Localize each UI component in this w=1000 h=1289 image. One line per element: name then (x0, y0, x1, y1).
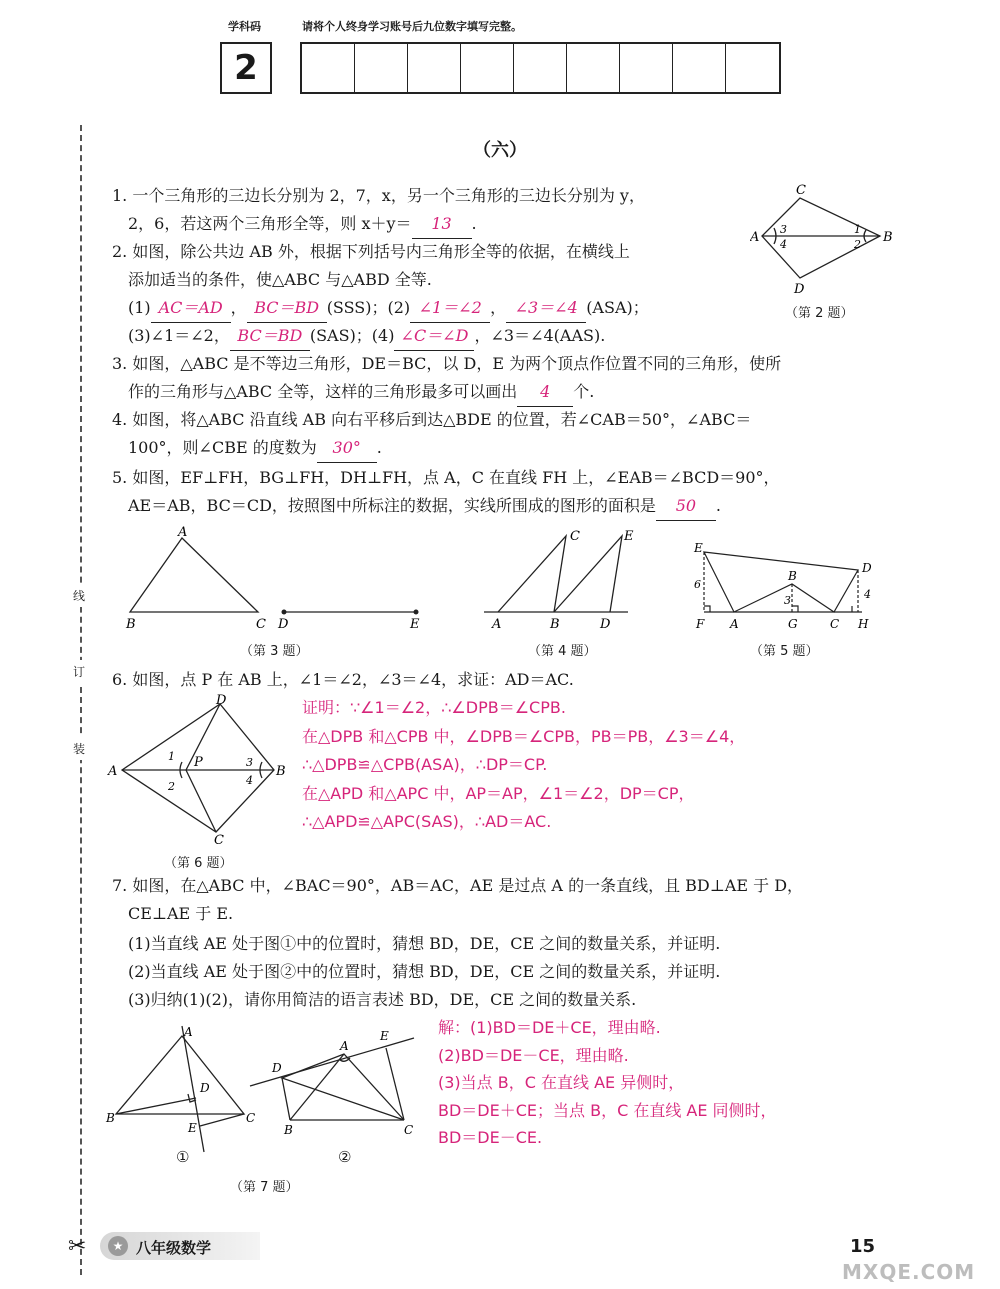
q6-caption: （第 6 题） (164, 856, 233, 871)
subject-code-box: 2 (220, 42, 272, 94)
q5-measure-6: 6 (694, 578, 701, 591)
id-digit-cell[interactable] (673, 44, 726, 92)
q6-angle-3: 3 (246, 756, 253, 769)
q3-caption: （第 3 题） (240, 644, 309, 659)
q7-solution-line: BD＝DE＋CE；当点 B，C 在直线 AE 同侧时， (438, 1100, 777, 1120)
q6-angle-4: 4 (246, 774, 253, 787)
q1-line-b (128, 210, 477, 239)
q7-part-2: (2)当直线 AE 处于图②中的位置时，猜想 BD，DE，CE 之间的数量关系，并证明. (128, 962, 721, 981)
q2-p2-answer1: ∠1＝∠2 (410, 294, 490, 323)
q3-label-a: A (178, 525, 188, 540)
section-title: （六） (473, 140, 527, 161)
q5-answer: 50 (656, 492, 716, 521)
q7-fig2-label-c: C (404, 1123, 414, 1137)
q4-label-c: C (570, 529, 580, 544)
q6-proof-line: 在△DPB 和△CPB 中，∠DPB＝∠CPB，PB＝PB，∠3＝∠4， (302, 726, 746, 746)
q7-fig2-marker: ② (338, 1148, 352, 1166)
q5-line-b (128, 492, 721, 521)
q6-angle-2: 2 (168, 780, 175, 793)
q2-p3-rest: (SAS)；(4) (309, 326, 395, 345)
q5-label-g: G (788, 617, 798, 631)
q3-label-e: E (410, 617, 420, 632)
q6-proof (302, 694, 745, 837)
q2-caption: （第 2 题） (785, 306, 854, 321)
q7-caption: （第 7 题） (230, 1180, 299, 1195)
q5-label-e: E (694, 541, 703, 555)
q5-label-c: C (830, 617, 840, 631)
q3-answer: 4 (517, 378, 573, 407)
q3-label-c: C (256, 617, 266, 632)
q4-label-a: A (492, 617, 502, 632)
id-digit-cell[interactable] (355, 44, 408, 92)
q4-line-a: 4. 如图，将△ABC 沿直线 AB 向右平移后到达△BDE 的位置，若∠CAB＝50°，∠ABC＝ (112, 410, 752, 429)
q3-label-b: B (126, 617, 136, 632)
q7-solution-line: (2)BD＝DE－CE，理由略. (438, 1045, 629, 1065)
side-label-cut: 装 (73, 737, 85, 760)
q2-p3-pre: (3)∠1＝∠2， (128, 326, 230, 345)
q7-fig1-label-d: D (200, 1081, 210, 1095)
q5-label-f: F (696, 617, 705, 631)
id-digit-cell[interactable] (302, 44, 355, 92)
q7-part-1: (1)当直线 AE 处于图①中的位置时，猜想 BD，DE，CE 之间的数量关系，并证明. (128, 934, 721, 953)
q2-p4-answer: ∠C＝∠D (394, 322, 474, 351)
q7-fig2-label-b: B (284, 1123, 293, 1137)
q7-line-a: 7. 如图，在△ABC 中，∠BAC＝90°，AB＝AC，AE 是过点 A 的一条直线，且 BD⊥AE 于 D， (112, 876, 804, 895)
q4-text: 100°，则∠CBE 的度数为 (128, 438, 317, 457)
id-digit-cell[interactable] (461, 44, 514, 92)
q6-proof-line: 证明：∵∠1＝∠2，∴∠DPB＝∠CPB. (302, 698, 566, 717)
q4-figure (480, 524, 640, 634)
q2-line-c: (1) AC＝AD ， BC＝BD (SSS)；(2) ∠1＝∠2 ， ∠3＝∠4 (ASA)； (128, 294, 649, 323)
q6-angle-1: 1 (168, 750, 175, 763)
q5-figure (686, 540, 886, 640)
q6-label-b: B (276, 764, 286, 779)
q2-line-a: 2. 如图，除公共边 AB 外，根据下列括号内三角形全等的依据，在横线上 (112, 242, 630, 261)
q6-label-p: P (194, 755, 203, 770)
q7-part-3: (3)归纳(1)(2)，请你用简洁的语言表述 BD，DE，CE 之间的数量关系. (128, 990, 637, 1009)
q3-line-b (128, 378, 594, 407)
q7-figures (104, 1022, 424, 1167)
q6-proof-line: 在△APD 和△APC 中，AP＝AP，∠1＝∠2，DP＝CP， (302, 783, 695, 803)
q5-text: AE＝AB，BC＝CD，按照图中所标注的数据，实线所围成的图形的面积是 (128, 496, 656, 515)
q2-p1-answer2: BC＝BD (247, 294, 327, 323)
q2-angle-2: 2 (854, 238, 861, 251)
q7-solution-line: (3)当点 B，C 在直线 AE 异侧时， (438, 1073, 685, 1092)
q1-text: 2，6，若这两个三角形全等，则 x＋y＝ (128, 214, 412, 233)
q7-fig2-label-d: D (272, 1061, 282, 1075)
side-label-fold: 订 (73, 660, 85, 683)
q6-line: 6. 如图，点 P 在 AB 上，∠1＝∠2，∠3＝∠4，求证：AD＝AC. (112, 670, 574, 689)
q5-measure-3: 3 (784, 594, 791, 607)
q4-label-e: E (624, 529, 634, 544)
q4-label-d: D (600, 617, 611, 632)
cut-line (80, 125, 82, 1275)
q7-fig1-label-c: C (246, 1111, 256, 1125)
q2-p1-rest: (SSS)；(2) (326, 298, 411, 317)
q7-line-b: CE⊥AE 于 E. (128, 904, 234, 923)
q7-fig1-label-b: B (106, 1111, 115, 1125)
q3-figure (118, 524, 438, 634)
q4-end: . (376, 438, 382, 457)
subject-code-label: 学科码 (228, 20, 261, 33)
q7-solution (438, 1014, 777, 1152)
q5-label-a: A (730, 617, 739, 631)
q2-angle-3: 3 (780, 223, 787, 236)
q1-answer: 13 (412, 210, 472, 239)
q2-line-d: (3)∠1＝∠2， BC＝BD (SAS)；(4) ∠C＝∠D ，∠3＝∠4(AAS). (128, 322, 605, 351)
book-title: 八年级数学 (136, 1239, 212, 1257)
q4-label-b: B (550, 617, 560, 632)
q6-proof-line: ∴△APD≌△APC(SAS)，∴AD＝AC. (302, 812, 552, 831)
id-digit-cell[interactable] (726, 44, 779, 92)
q3-end: 个. (573, 382, 595, 401)
q2-p1-answer1: AC＝AD (151, 294, 231, 323)
q7-fig1-label-a: A (184, 1025, 193, 1039)
q7-solution-line: 解：(1)BD＝DE＋CE，理由略. (438, 1018, 661, 1037)
q5-caption: （第 5 题） (750, 644, 819, 659)
q5-label-d: D (862, 561, 872, 575)
q2-p4-rest: ∠3＝∠4(AAS). (490, 326, 606, 345)
q5-label-h: H (858, 617, 869, 631)
q1-line-a: 1. 一个三角形的三边长分别为 2，7，x，另一个三角形的三边长分别为 y， (112, 186, 645, 205)
q2-label-c: C (796, 183, 806, 198)
q6-label-a: A (108, 764, 118, 779)
q5-line-a: 5. 如图，EF⊥FH，BG⊥FH，DH⊥FH，点 A，C 在直线 FH 上，∠EAB＝∠BCD＝90°， (112, 468, 780, 487)
q5-measure-4: 4 (864, 588, 871, 601)
q6-proof-line: ∴△DPB≌△CPB(ASA)，∴DP＝CP. (302, 755, 548, 774)
q2-label-d: D (794, 282, 805, 297)
q7-fig1-marker: ① (176, 1148, 190, 1166)
q3-label-d: D (278, 617, 289, 632)
q3-line-a: 3. 如图，△ABC 是不等边三角形，DE＝BC，以 D，E 为两个顶点作位置不同的三角形，使所 (112, 354, 782, 373)
q4-caption: （第 4 题） (528, 644, 597, 659)
q2-line-b: 添加适当的条件，使△ABC 与△ABD 全等. (128, 270, 432, 289)
q1-end: . (471, 214, 477, 233)
q5-end: . (715, 496, 722, 515)
id-digit-cell[interactable] (567, 44, 620, 92)
q2-angle-1: 1 (854, 223, 861, 236)
q4-answer: 30° (317, 434, 377, 463)
id-digit-cell[interactable] (514, 44, 567, 92)
q5-label-b: B (788, 569, 797, 583)
q4-line-b (128, 434, 382, 463)
watermark: MXQE.COM (842, 1260, 976, 1284)
scissors-icon: ✂ (68, 1234, 87, 1259)
page-number: 15 (850, 1236, 876, 1257)
q2-p2-answer2: ∠3＝∠4 (506, 294, 586, 323)
side-label-line: 线 (73, 584, 85, 607)
q2-p1-pre: (1) (128, 298, 151, 317)
q6-label-d: D (216, 694, 227, 708)
star-icon: ★ (108, 1236, 128, 1256)
q2-figure (750, 180, 900, 300)
q7-fig2-label-e: E (380, 1029, 389, 1043)
id-instruction: 请将个人终身学习账号后九位数字填写完整。 (302, 20, 522, 33)
q7-fig1-label-e: E (188, 1121, 197, 1135)
q6-label-c: C (214, 833, 224, 844)
q2-label-a: A (750, 230, 760, 245)
id-digit-cell[interactable] (408, 44, 461, 92)
id-digit-cell[interactable] (620, 44, 673, 92)
q2-p3-answer: BC＝BD (230, 322, 310, 351)
id-number-grid[interactable] (300, 42, 781, 94)
q2-label-b: B (883, 230, 893, 245)
q2-p2-rest: (ASA)； (586, 298, 649, 317)
q7-fig2-label-a: A (340, 1039, 349, 1053)
q3-text: 作的三角形与△ABC 全等，这样的三角形最多可以画出 (128, 382, 518, 401)
q2-angle-4: 4 (780, 238, 787, 251)
q7-solution-line: BD＝DE－CE. (438, 1128, 543, 1147)
q6-figure (104, 694, 294, 844)
